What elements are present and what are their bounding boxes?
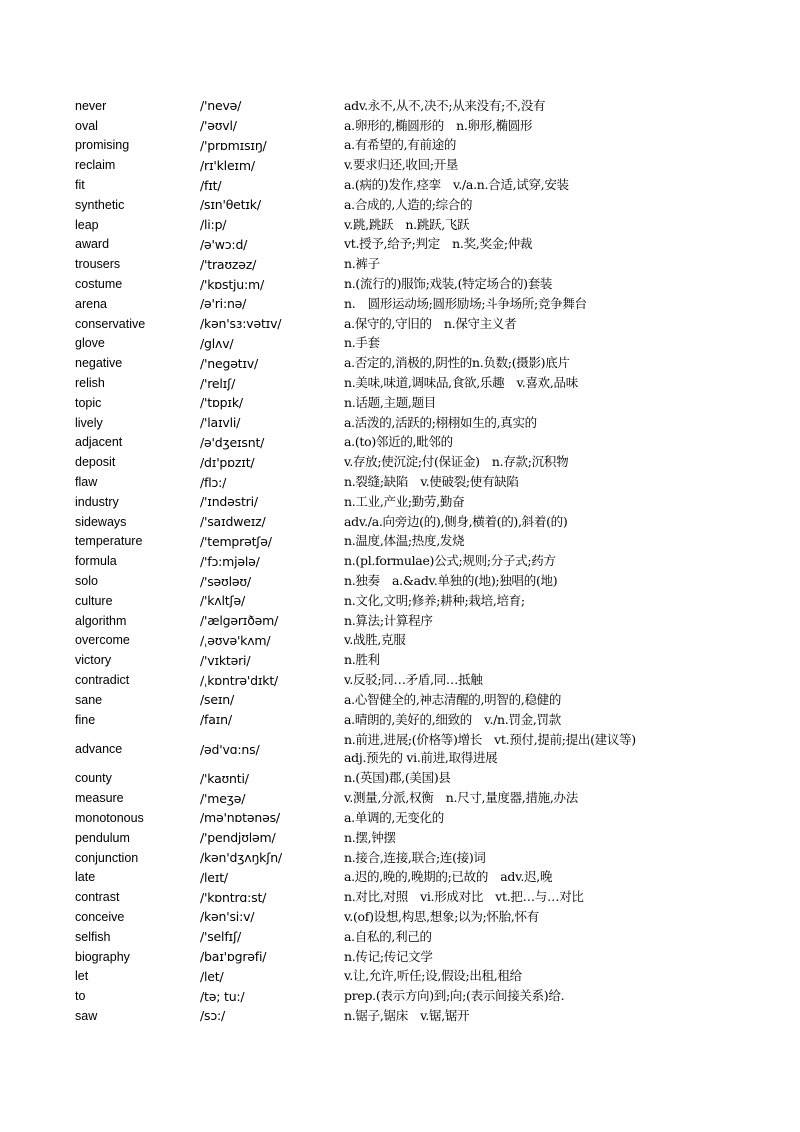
entry-definition xyxy=(344,254,775,274)
vocab-entry-row xyxy=(75,254,775,274)
entry-definition-line: n.(pl.formulae)公式;规则;分子式;药方 xyxy=(344,553,556,569)
vocab-entry-row xyxy=(75,274,775,294)
entry-phonetic: /sɪn'θetɪk/ xyxy=(200,197,261,213)
entry-definition xyxy=(344,670,775,690)
entry-phonetic: /'tɒpɪk/ xyxy=(200,395,243,411)
entry-word: fit xyxy=(75,178,85,193)
vocab-entry-row xyxy=(75,433,775,453)
entry-phonetic: /baɪ'ɒgrəfi/ xyxy=(200,949,267,965)
entry-phonetic: /dɪ'pɒzɪt/ xyxy=(200,454,255,470)
vocab-entry-row xyxy=(75,690,775,710)
entry-phonetic: /'fɔ:mjələ/ xyxy=(200,553,260,569)
entry-word: negative xyxy=(75,356,123,371)
vocab-entry-row xyxy=(75,808,775,828)
entry-phonetic: /ˌkɒntrə'dɪkt/ xyxy=(200,672,279,688)
vocab-entry-row xyxy=(75,512,775,532)
entry-phonetic: /'kaʊnti/ xyxy=(200,770,249,786)
entry-word: sane xyxy=(75,692,103,707)
entry-definition-line: n.美味,味道,调味品,食欲,乐趣 v.喜欢,品味 xyxy=(344,375,578,391)
entry-phonetic: /'səʊləʊ/ xyxy=(200,573,251,589)
vocab-entry-row xyxy=(75,769,775,789)
entry-phonetic: /leɪt/ xyxy=(200,869,228,885)
entry-definition-line: a.卵形的,椭圆形的 n.卵形,椭圆形 xyxy=(344,117,533,133)
vocab-entry-row xyxy=(75,492,775,512)
entry-phonetic: /'pendjʊləm/ xyxy=(200,830,276,846)
entry-definition xyxy=(344,532,775,552)
vocab-entry-row xyxy=(75,314,775,334)
entry-definition xyxy=(344,986,775,1006)
entry-definition xyxy=(344,867,775,887)
entry-word: trousers xyxy=(75,257,121,272)
entry-phonetic: /'selfɪʃ/ xyxy=(200,929,241,945)
entry-definition-line: a.(病的)发作,痉挛 v./a.n.合适,试穿,安装 xyxy=(344,177,569,193)
vocab-entry-row xyxy=(75,155,775,175)
entry-definition xyxy=(344,927,775,947)
entry-definition xyxy=(344,96,775,116)
vocab-entry-row xyxy=(75,848,775,868)
entry-definition-line: n.摆,钟摆 xyxy=(344,829,396,845)
entry-definition xyxy=(344,808,775,828)
entry-definition xyxy=(344,452,775,472)
entry-definition xyxy=(344,136,775,156)
entry-word: advance xyxy=(75,742,123,756)
vocab-entry-row xyxy=(75,927,775,947)
entry-definition xyxy=(344,947,775,967)
entry-word: monotonous xyxy=(75,810,144,825)
entry-definition xyxy=(344,769,775,789)
entry-definition-line: n.手套 xyxy=(344,335,380,351)
entry-definition xyxy=(344,690,775,710)
entry-phonetic: /'traʊzəz/ xyxy=(200,256,257,272)
entry-definition-line: n.裤子 xyxy=(344,256,380,272)
vocab-entry-row xyxy=(75,373,775,393)
entry-definition xyxy=(344,710,775,730)
vocab-entry-row xyxy=(75,986,775,1006)
entry-phonetic: /'saɪdweɪz/ xyxy=(200,514,266,530)
entry-word: fine xyxy=(75,712,96,727)
entry-phonetic: /'kɒntrɑ:st/ xyxy=(200,889,267,905)
vocab-entry-row xyxy=(75,532,775,552)
entry-definition-line: v.存放;使沉淀;付(保证金) n.存款;沉积物 xyxy=(344,454,569,470)
entry-word: biography xyxy=(75,949,130,964)
entry-phonetic: /faɪn/ xyxy=(200,712,232,728)
vocab-entry-row xyxy=(75,472,775,492)
entry-definition-line: a.保守的,守旧的 n.保守主义者 xyxy=(344,315,517,331)
entry-word: lively xyxy=(75,415,103,430)
entry-phonetic: /əd'vɑ:ns/ xyxy=(200,741,260,757)
entry-word: late xyxy=(75,870,96,885)
entry-word: relish xyxy=(75,376,105,391)
entry-word: award xyxy=(75,237,110,252)
entry-definition-line: v.(of)设想,构思,想象;以为;怀胎,怀有 xyxy=(344,908,539,924)
entry-phonetic: /kən'sɜ:vətɪv/ xyxy=(200,316,282,332)
entry-definition-line: a.单调的,无变化的 xyxy=(344,809,444,825)
vocab-entry-row xyxy=(75,591,775,611)
vocab-entry-row xyxy=(75,294,775,314)
entry-definition-line: v.反驳;同…矛盾,同…抵触 xyxy=(344,672,483,687)
entry-definition-line: n.锯子,锯床 v.锯,锯开 xyxy=(344,1007,470,1023)
entry-definition-line: n.(流行的)服饰;戏装,(特定场合的)套装 xyxy=(344,276,553,292)
vocab-entry-row xyxy=(75,116,775,136)
entry-phonetic: /'ælgərɪðəm/ xyxy=(200,613,279,629)
entry-definition-line: n.对比,对照 vi.形成对比 vt.把…与…对比 xyxy=(344,889,584,905)
entry-word: temperature xyxy=(75,534,143,549)
entry-definition xyxy=(344,887,775,907)
vocab-entry-row xyxy=(75,353,775,373)
entry-definition-line: a.合成的,人造的;综合的 xyxy=(344,196,473,212)
vocab-entry-row xyxy=(75,96,775,116)
entry-definition xyxy=(344,373,775,393)
entry-definition xyxy=(344,155,775,175)
entry-phonetic: /rɪ'kleɪm/ xyxy=(200,157,255,173)
entry-word: county xyxy=(75,771,112,786)
entry-word: conceive xyxy=(75,909,125,924)
entry-phonetic: /ˌəʊvə'kʌm/ xyxy=(200,632,271,648)
vocab-entry-row xyxy=(75,452,775,472)
entry-phonetic: /let/ xyxy=(200,968,224,984)
vocab-entry-row xyxy=(75,887,775,907)
vocabulary-table-body xyxy=(75,96,775,1026)
entry-definition xyxy=(344,631,775,651)
entry-definition-line: a.晴朗的,美好的,细致的 v./n.罚金,罚款 xyxy=(344,711,561,727)
entry-word: flaw xyxy=(75,475,98,490)
entry-phonetic: /'negətɪv/ xyxy=(200,355,259,371)
entry-definition-line: n.裂缝;缺陷 v.使破裂;使有缺陷 xyxy=(344,474,519,490)
entry-definition xyxy=(344,591,775,611)
entry-word: to xyxy=(75,989,86,1004)
vocab-entry-row xyxy=(75,828,775,848)
entry-phonetic: /'ɪndəstri/ xyxy=(200,494,258,510)
entry-phonetic: /'nevə/ xyxy=(200,98,242,114)
entry-definition xyxy=(344,571,775,591)
vocab-entry-row xyxy=(75,413,775,433)
entry-word: formula xyxy=(75,554,117,569)
entry-phonetic: /'prɒmɪsɪŋ/ xyxy=(200,137,267,153)
vocab-entry-row xyxy=(75,670,775,690)
entry-word: deposit xyxy=(75,455,116,470)
entry-definition-line: a.活泼的,活跃的;栩栩如生的,真实的 xyxy=(344,414,537,430)
entry-word: topic xyxy=(75,395,102,410)
entry-word: conjunction xyxy=(75,850,139,865)
entry-word: costume xyxy=(75,277,123,292)
entry-word: contrast xyxy=(75,890,120,905)
vocab-entry-row xyxy=(75,393,775,413)
entry-phonetic: /'əʊvl/ xyxy=(200,118,237,134)
entry-phonetic: /ə'ri:nə/ xyxy=(200,296,247,312)
vocab-entry-row xyxy=(75,947,775,967)
vocab-entry-row xyxy=(75,136,775,156)
entry-phonetic: /ə'wɔ:d/ xyxy=(200,236,248,252)
vocab-entry-row xyxy=(75,195,775,215)
vocab-entry-row xyxy=(75,334,775,354)
entry-phonetic: /fɪt/ xyxy=(200,177,222,193)
entry-definition xyxy=(344,730,775,769)
entry-word: algorithm xyxy=(75,613,127,628)
entry-word: selfish xyxy=(75,929,111,944)
entry-definition-line: n.传记;传记文学 xyxy=(344,948,433,964)
vocab-entry-row xyxy=(75,235,775,255)
entry-phonetic: /'temprətʃə/ xyxy=(200,533,272,549)
entry-phonetic: /'relɪʃ/ xyxy=(200,375,236,391)
entry-word: contradict xyxy=(75,673,130,687)
entry-definition-line: n.胜利 xyxy=(344,652,380,668)
entry-definition xyxy=(344,314,775,334)
entry-definition-line: n.前进,进展;(价格等)增长 vt.预付,提前;提出(建议等) xyxy=(344,732,636,747)
entry-definition-line: prep.(表示方向)到;向;(表示间接关系)给. xyxy=(344,988,565,1004)
entry-word: glove xyxy=(75,336,105,351)
entry-phonetic: /tə; tu:/ xyxy=(200,988,245,1004)
entry-definition xyxy=(344,788,775,808)
entry-phonetic: /flɔ:/ xyxy=(200,474,227,490)
entry-definition xyxy=(344,611,775,631)
entry-phonetic: /seɪn/ xyxy=(200,692,234,708)
entry-phonetic: /'laɪvli/ xyxy=(200,415,241,431)
vocab-entry-row xyxy=(75,788,775,808)
entry-definition-line: n.文化,文明;修养;耕种;栽培,培育; xyxy=(344,592,525,608)
entry-definition xyxy=(344,650,775,670)
entry-word: victory xyxy=(75,653,112,668)
entry-word: reclaim xyxy=(75,158,116,173)
entry-word: oval xyxy=(75,118,98,133)
entry-definition-line: a.心智健全的,神志清醒的,明智的,稳健的 xyxy=(344,691,562,707)
entry-definition xyxy=(344,215,775,235)
entry-definition xyxy=(344,907,775,927)
entry-definition-line: v.要求归还,收回;开垦 xyxy=(344,157,459,173)
entry-definition xyxy=(344,195,775,215)
entry-definition-line: n.接合,连接,联合;连(接)词 xyxy=(344,849,486,865)
vocab-entry-row xyxy=(75,730,775,769)
entry-word: measure xyxy=(75,791,124,806)
entry-phonetic: /kən'dʒʌŋkʃn/ xyxy=(200,850,282,866)
entry-phonetic: /'kʌltʃə/ xyxy=(200,593,245,609)
entry-definition xyxy=(344,393,775,413)
entry-word: let xyxy=(75,969,89,984)
entry-definition-line: a.(to)邻近的,毗邻的 xyxy=(344,434,453,450)
vocab-entry-row xyxy=(75,867,775,887)
vocab-entry-row xyxy=(75,907,775,927)
entry-phonetic: /mə'nɒtənəs/ xyxy=(200,810,280,826)
entry-word: adjacent xyxy=(75,435,123,450)
vocab-entry-row xyxy=(75,611,775,631)
vocab-entry-row xyxy=(75,710,775,730)
vocab-entry-row xyxy=(75,966,775,986)
entry-phonetic: /'meʒə/ xyxy=(200,790,246,806)
entry-definition xyxy=(344,1006,775,1026)
entry-definition xyxy=(344,413,775,433)
vocab-entry-row xyxy=(75,571,775,591)
entry-definition-line: n.算法;计算程序 xyxy=(344,612,433,628)
entry-word: solo xyxy=(75,574,98,589)
entry-phonetic: /ə'dʒeɪsnt/ xyxy=(200,434,265,450)
entry-definition xyxy=(344,294,775,314)
entry-definition xyxy=(344,175,775,195)
entry-word: overcome xyxy=(75,633,130,648)
entry-word: sideways xyxy=(75,514,127,529)
entry-word: saw xyxy=(75,1008,98,1023)
entry-definition-line: a.迟的,晚的,晚期的;已故的 adv.迟,晚 xyxy=(344,869,553,885)
entry-word: promising xyxy=(75,138,130,153)
entry-phonetic: /'kɒstju:m/ xyxy=(200,276,265,292)
entry-phonetic: /kən'si:v/ xyxy=(200,909,255,925)
entry-definition-line: adj.预先的 vi.前进,取得进展 xyxy=(344,750,498,765)
entry-definition-line: n. 圆形运动场;圆形励场;斗争场所;竞争舞台 xyxy=(344,295,587,311)
entry-definition-line: n.工业,产业;勤劳,勤奋 xyxy=(344,493,465,509)
entry-definition-line: n.温度,体温;热度,发烧 xyxy=(344,533,465,549)
vocab-entry-row xyxy=(75,631,775,651)
entry-definition xyxy=(344,235,775,255)
entry-definition xyxy=(344,966,775,986)
entry-definition-line: n.话题,主题,题目 xyxy=(344,394,436,410)
entry-phonetic: /sɔ:/ xyxy=(200,1008,226,1024)
entry-definition-line: a.否定的,消极的,阴性的n.负数;(摄影)底片 xyxy=(344,355,570,371)
entry-definition-line: a.有希望的,有前途的 xyxy=(344,137,457,153)
entry-definition xyxy=(344,828,775,848)
entry-definition-line: v.战胜,克服 xyxy=(344,632,406,648)
entry-definition-line: n.独奏 a.&adv.单独的(地);独唱的(地) xyxy=(344,573,558,589)
entry-word: never xyxy=(75,98,107,113)
entry-definition xyxy=(344,492,775,512)
entry-definition xyxy=(344,353,775,373)
entry-definition-line: adv./a.向旁边(的),侧身,横着(的),斜着(的) xyxy=(344,513,568,529)
entry-definition-line: adv.永不,从不,决不;从来没有;不,没有 xyxy=(344,97,546,113)
entry-word: industry xyxy=(75,494,119,509)
entry-word: culture xyxy=(75,593,113,608)
vocab-entry-row xyxy=(75,215,775,235)
vocabulary-table xyxy=(75,96,775,1026)
vocab-entry-row xyxy=(75,650,775,670)
entry-definition-line: n.(英国)郡,(美国)县 xyxy=(344,770,451,786)
entry-definition xyxy=(344,551,775,571)
entry-definition-line: a.自私的,利己的 xyxy=(344,928,432,944)
entry-word: leap xyxy=(75,217,99,232)
entry-definition xyxy=(344,334,775,354)
entry-word: synthetic xyxy=(75,197,125,212)
vocab-entry-row xyxy=(75,1006,775,1026)
entry-definition xyxy=(344,512,775,532)
entry-word: arena xyxy=(75,296,107,311)
entry-phonetic: /'vɪktəri/ xyxy=(200,652,251,668)
entry-definition xyxy=(344,116,775,136)
entry-definition-line: v.让,允许,听任;设,假设;出租,租给 xyxy=(344,968,522,984)
entry-definition xyxy=(344,274,775,294)
entry-word: pendulum xyxy=(75,830,130,845)
entry-definition xyxy=(344,433,775,453)
vocab-entry-row xyxy=(75,175,775,195)
entry-definition-line: v.跳,跳跃 n.跳跃,飞跃 xyxy=(344,216,470,232)
entry-phonetic: /glʌv/ xyxy=(200,335,234,351)
entry-definition-line: vt.授予,给予;判定 n.奖,奖金;仲裁 xyxy=(344,236,533,252)
entry-phonetic: /li:p/ xyxy=(200,217,227,233)
entry-definition xyxy=(344,848,775,868)
vocab-entry-row xyxy=(75,551,775,571)
entry-definition xyxy=(344,472,775,492)
entry-word: conservative xyxy=(75,316,146,331)
entry-definition-line: v.测量,分派,权衡 n.尺寸,量度器,措施,办法 xyxy=(344,790,578,806)
